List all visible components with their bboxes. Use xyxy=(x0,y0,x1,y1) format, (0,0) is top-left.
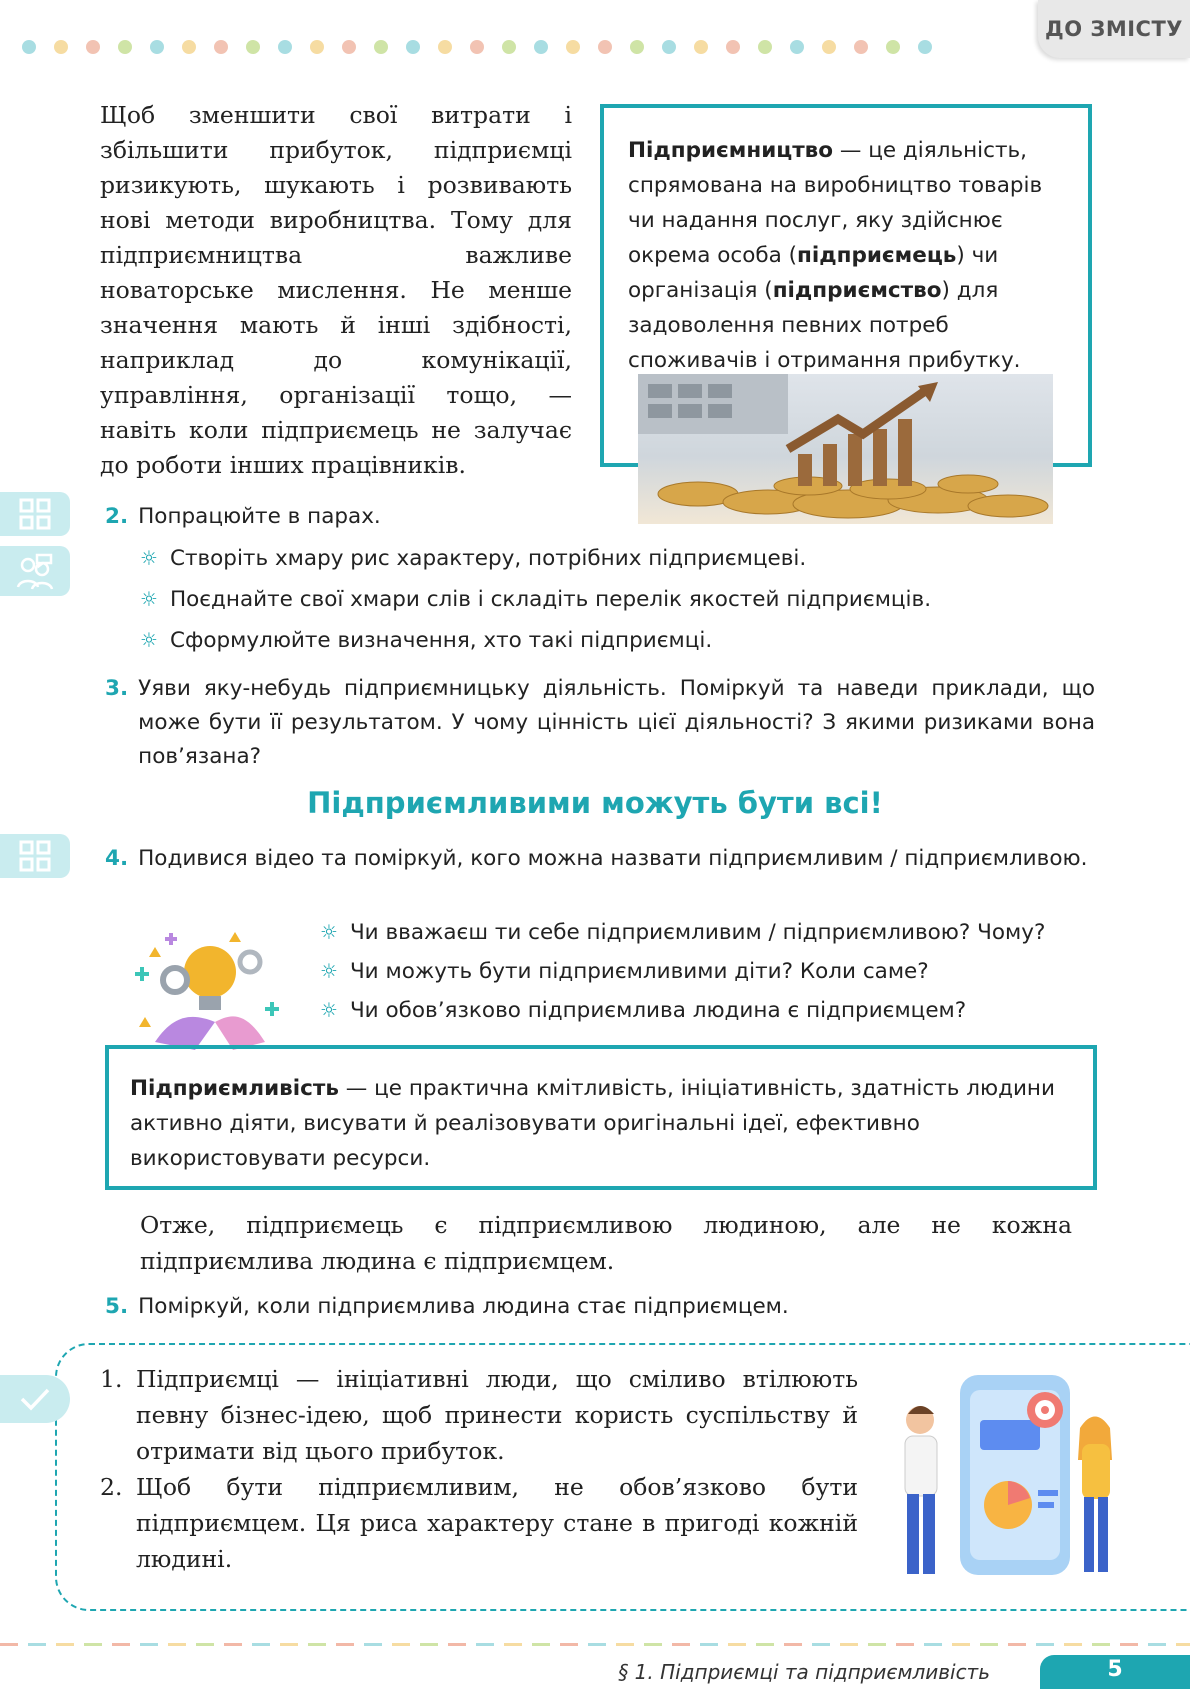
footer-divider xyxy=(0,1643,1190,1646)
sun-bullet-icon: ☼ xyxy=(320,959,338,983)
definition-term: Підприємництво xyxy=(628,138,834,163)
qr-code-icon[interactable] xyxy=(0,492,70,536)
definition-enterprise: Підприємливість — це практична кмітливість, ініціативність, здатність людини активно діяти, висувати й реалізовувати оригінальні ідеї, ефективно використовувати ресурси. xyxy=(130,1076,1055,1171)
page-number: 5 xyxy=(1040,1655,1190,1689)
task-2-bullets xyxy=(140,541,1100,658)
definition-term: Підприємливість xyxy=(130,1076,339,1101)
task-4-bullets xyxy=(320,915,1120,1028)
checkmark-icon xyxy=(0,1375,70,1423)
list-item: ☼ Поєднайте свої хмари слів і складіть перелік якостей підприємців. xyxy=(140,587,932,612)
conclusion-paragraph: Отже, підприємець є підприємливою людиною, але не кожна підприємлива людина є підприємцем. xyxy=(140,1211,1072,1275)
definition-entrepreneurship: Підприємництво — це діяльність, спрямована на виробництво товарів чи надання послуг, яку здійснює окрема особа (підприємець) чи організація (підприємство) для задоволення певних потреб споживачів і отримання прибутку. xyxy=(628,138,1043,373)
summary-list xyxy=(100,1361,858,1577)
business-people-illustration xyxy=(880,1370,1120,1590)
decorative-dots xyxy=(22,40,932,54)
footer-section-title: § 1. Підприємці та підприємливість xyxy=(618,1660,990,1684)
task-3: 3. Уяви яку-небудь підприємницьку діяльність. Поміркуй та наведи приклади, що може бути її результатом. У чому цінність цієї діяльності? З якими ризиками вона пов’язана? xyxy=(105,676,1095,769)
sun-bullet-icon: ☼ xyxy=(140,628,158,652)
sun-bullet-icon: ☼ xyxy=(320,920,338,944)
sun-bullet-icon: ☼ xyxy=(320,998,338,1022)
list-item: ☼ Створіть хмару рис характеру, потрібних підприємцеві. xyxy=(140,546,807,571)
list-item: ☼ Чи можуть бути підприємливими діти? Коли саме? xyxy=(320,959,929,984)
task-2: 2. Попрацюйте в парах. xyxy=(105,504,381,529)
summary-item: 1. Підприємці — ініціативні люди, що сміливо втілюють певну бізнес-ідею, щоб принести користь суспільству й отримати від цього прибуток. xyxy=(100,1365,858,1465)
toc-link[interactable]: ДО ЗМІСТУ xyxy=(1038,0,1190,58)
list-item: ☼ Чи обов’язково підприємлива людина є підприємцем? xyxy=(320,998,967,1023)
summary-item: 2. Щоб бути підприємливим, не обов’язково бути підприємцем. Ця риса характеру стане в пригоді кожній людині. xyxy=(100,1473,858,1573)
qr-code-icon[interactable] xyxy=(0,834,70,878)
intro-paragraph: Щоб зменшити свої витрати і збільшити прибуток, підприємці ризикують, шукають і розвивають нові методи виробництва. Тому для підприємництва важливе новаторське мислення. Не менше значення мають й інші здібності, наприклад до комунікації, управління, організації тощо, — навіть коли підприємець не залучає до роботи інших працівників. xyxy=(100,101,572,479)
sun-bullet-icon: ☼ xyxy=(140,587,158,611)
list-item: ☼ Сформулюйте визначення, хто такі підприємці. xyxy=(140,628,713,653)
pair-work-icon xyxy=(0,546,70,596)
task-4: 4. Подивися відео та поміркуй, кого можна назвати підприємливим / підприємливою. xyxy=(105,846,1088,871)
lightbulb-illustration xyxy=(115,922,295,1052)
task-5: 5. Поміркуй, коли підприємлива людина стає підприємцем. xyxy=(105,1294,789,1319)
list-item: ☼ Чи вважаєш ти себе підприємливим / підприємливою? Чому? xyxy=(320,920,1046,945)
sun-bullet-icon: ☼ xyxy=(140,546,158,570)
section-heading: Підприємливими можуть бути всі! xyxy=(307,786,883,820)
